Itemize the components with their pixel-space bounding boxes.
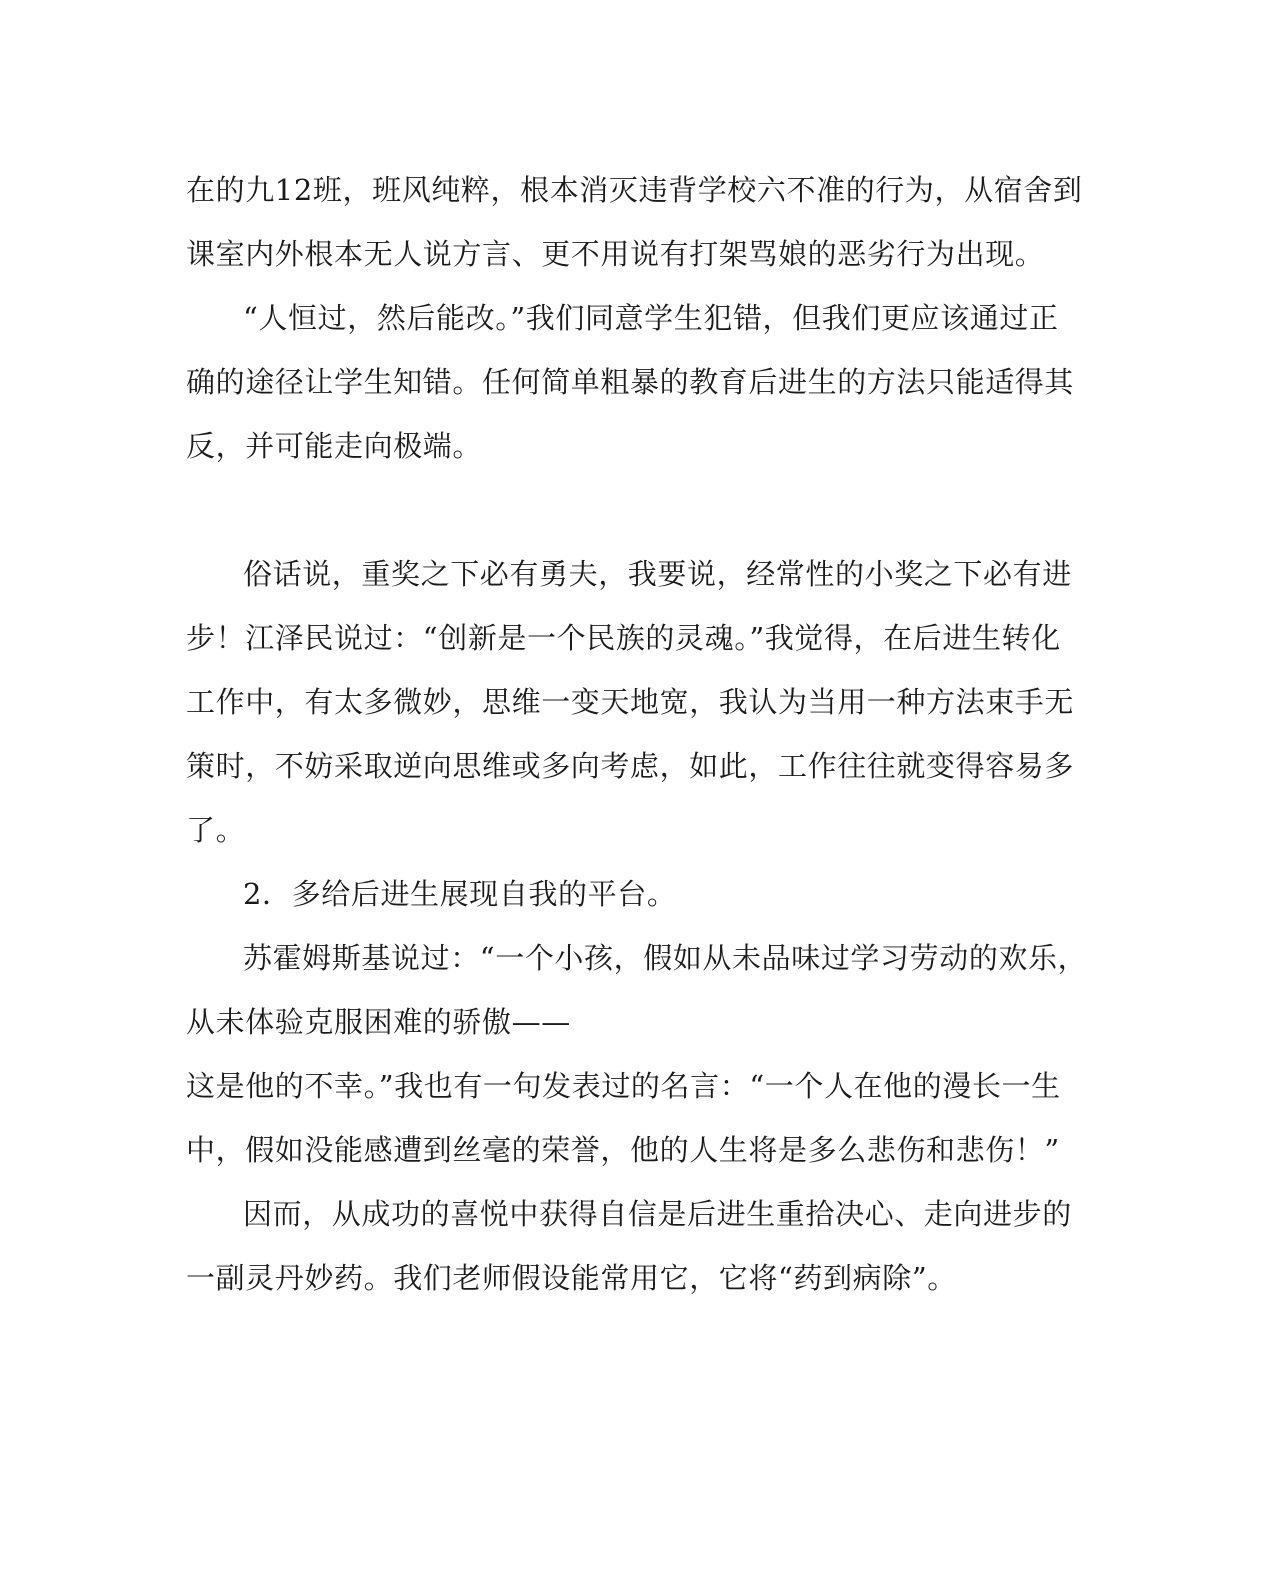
text-line: 中，假如没能感遭到丝毫的荣誉，他的人生将是多么悲伤和悲伤！” xyxy=(186,1133,1060,1167)
text-line: 课室内外根本无人说方言、更不用说有打架骂娘的恶劣行为出现。 xyxy=(186,237,1045,271)
text-line: 在的九12班，班风纯粹，根本消灭违背学校六不准的行为，从宿舍到 xyxy=(186,173,1083,207)
text-line: 确的途径让学生知错。任何简单粗暴的教育后进生的方法只能适得其 xyxy=(186,365,1075,399)
text-line: 从未体验克服困难的骄傲—— xyxy=(186,1005,571,1039)
text-line: 工作中，有太多微妙，思维一变天地宽，我认为当用一种方法束手无 xyxy=(186,685,1075,719)
text-line: 反，并可能走向极端。 xyxy=(186,429,483,463)
paragraph-start-line: 苏霍姆斯基说过：“一个小孩，假如从未品味过学习劳动的欢乐， xyxy=(243,941,1088,975)
section-heading: 2．多给后进生展现自我的平台。 xyxy=(243,877,677,911)
paragraph-start-line: “人恒过，然后能改。”我们同意学生犯错，但我们更应该通过正 xyxy=(243,301,1059,335)
text-line: 步！江泽民说过：“创新是一个民族的灵魂。”我觉得，在后进生转化 xyxy=(186,621,1061,655)
text-line: 了。 xyxy=(186,813,246,847)
paragraph-start-line: 俗话说，重奖之下必有勇夫，我要说，经常性的小奖之下必有进 xyxy=(243,557,1072,591)
text-line: 这是他的不幸。”我也有一句发表过的名言：“一个人在他的漫长一生 xyxy=(186,1069,1061,1103)
paragraph-start-line: 因而，从成功的喜悦中获得自信是后进生重拾决心、走向进步的 xyxy=(243,1197,1072,1231)
text-line: 一副灵丹妙药。我们老师假设能常用它，它将“药到病除”。 xyxy=(186,1261,957,1295)
text-line: 策时，不妨采取逆向思维或多向考虑，如此，工作往往就变得容易多 xyxy=(186,749,1075,783)
